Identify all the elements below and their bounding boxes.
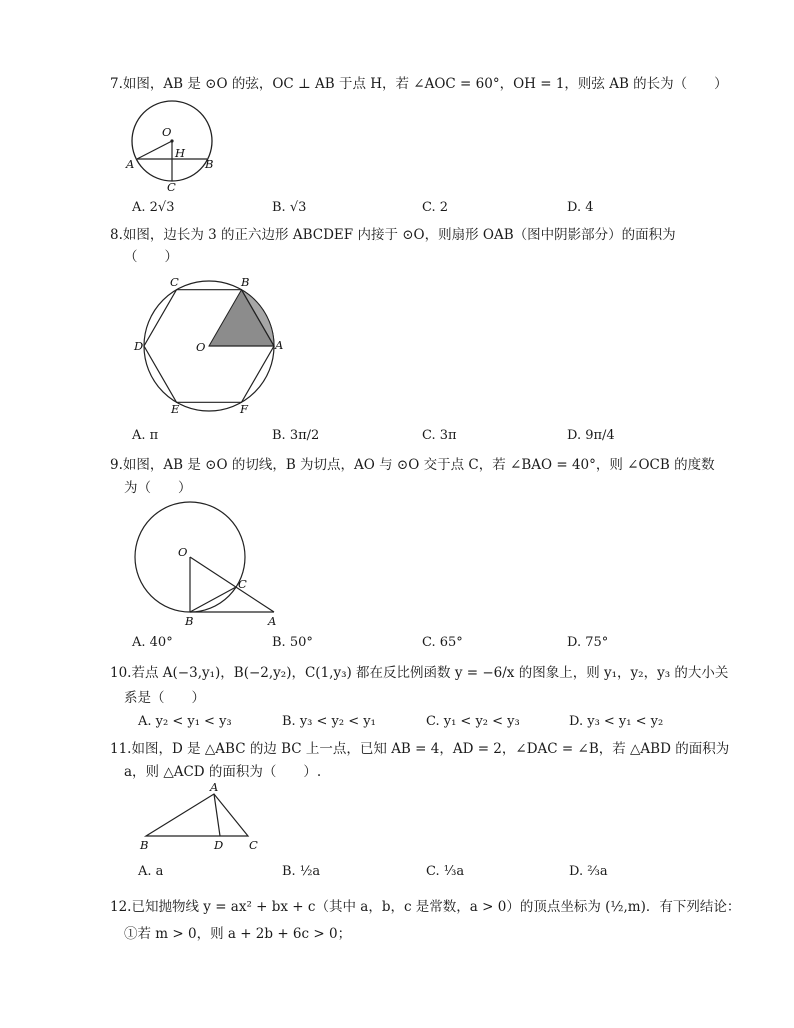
option-c[interactable]: C. 2	[422, 200, 449, 215]
option-d[interactable]: D. 9π/4	[567, 428, 615, 443]
question-number: 12.	[110, 899, 132, 915]
segment-oa	[137, 141, 172, 159]
question-number: 9.	[110, 457, 123, 473]
option-b[interactable]: B. 3π/2	[272, 428, 320, 443]
label-f: F	[240, 402, 248, 416]
label-a: A	[268, 614, 277, 628]
label-d: D	[134, 339, 144, 353]
figure-q7-circle-chord	[122, 96, 222, 194]
question-10-stem	[110, 664, 728, 682]
label-h: H	[175, 146, 186, 160]
question-12-stem-cont: ①若 m > 0，则 a + 2b + 6c > 0；	[124, 926, 352, 942]
option-d[interactable]: D. ⅔a	[569, 864, 608, 879]
label-c: C	[249, 838, 258, 852]
question-text: 如图，AB 是 ⊙O 的切线，B 为切点，AO 与 ⊙O 交于点 C，若 ∠BAO = 40°，则 ∠OCB 的度数	[122, 457, 715, 473]
label-d: D	[214, 838, 224, 852]
option-c[interactable]: C. 65°	[422, 635, 463, 650]
triangle-abc	[146, 794, 248, 836]
option-b[interactable]: B. ½a	[282, 864, 321, 879]
label-e: E	[171, 402, 180, 416]
option-a[interactable]: A. y₂ < y₁ < y₃	[138, 714, 232, 729]
segment-bc	[190, 587, 236, 612]
option-b[interactable]: B. y₃ < y₂ < y₁	[282, 714, 376, 729]
question-12-stem	[110, 898, 740, 916]
label-o: O	[196, 340, 206, 354]
label-b: B	[205, 157, 214, 171]
question-8-stem	[110, 226, 676, 244]
label-b: B	[140, 838, 149, 852]
label-o: O	[162, 125, 172, 139]
label-a: A	[210, 782, 219, 794]
label-b: B	[185, 614, 194, 628]
option-b[interactable]: B. 50°	[272, 635, 313, 650]
option-a[interactable]: A. 2√3	[132, 200, 175, 215]
option-d[interactable]: D. 4	[567, 200, 594, 215]
question-text: 如图，边长为 3 的正六边形 ABCDEF 内接于 ⊙O，则扇形 OAB（图中阴影部分）的面积为	[122, 227, 676, 243]
label-a: A	[126, 157, 135, 171]
question-11-stem-cont: a，则 △ACD 的面积为（ ）.	[124, 764, 322, 780]
question-text: 若点 A(−3,y₁)，B(−2,y₂)，C(1,y₃) 都在反比例函数 y = −6/x 的图象上，则 y₁，y₂，y₃ 的大小关	[131, 665, 729, 681]
option-c[interactable]: C. 3π	[422, 428, 457, 443]
question-8-stem-cont: （ ）	[124, 249, 178, 265]
question-10-stem-cont: 系是（ ）	[124, 690, 205, 706]
question-number: 7.	[110, 76, 123, 92]
question-text: 如图，AB 是 ⊙O 的弦，OC ⊥ AB 于点 H，若 ∠AOC = 60°，OH = 1，则弦 AB 的长为（ ）	[122, 76, 728, 92]
option-a[interactable]: A. π	[132, 428, 159, 443]
figure-q11-triangle	[134, 782, 274, 854]
figure-q9-tangent	[132, 500, 292, 630]
option-d[interactable]: D. 75°	[567, 635, 609, 650]
option-a[interactable]: A. a	[138, 864, 164, 879]
label-b: B	[241, 275, 250, 289]
question-number: 11.	[110, 741, 132, 757]
label-a: A	[275, 338, 284, 352]
label-c: C	[238, 577, 247, 591]
question-text: 如图，D 是 △ABC 的边 BC 上一点，已知 AB = 4，AD = 2，∠DAC = ∠B，若 △ABD 的面积为	[131, 741, 730, 757]
question-11-stem	[110, 740, 729, 758]
label-c: C	[167, 180, 176, 194]
option-c[interactable]: C. y₁ < y₂ < y₃	[426, 714, 520, 729]
question-9-stem-cont: 为（ ）	[124, 480, 192, 496]
segment-oa	[190, 557, 274, 612]
center-point	[170, 139, 173, 142]
question-7-stem	[110, 75, 728, 93]
option-d[interactable]: D. y₃ < y₁ < y₂	[569, 714, 664, 729]
question-number: 10.	[110, 665, 132, 681]
label-o: O	[178, 545, 188, 559]
option-a[interactable]: A. 40°	[132, 635, 173, 650]
question-number: 8.	[110, 227, 123, 243]
label-c: C	[170, 275, 179, 289]
question-9-stem	[110, 456, 715, 474]
option-b[interactable]: B. √3	[272, 200, 307, 215]
question-text: 已知抛物线 y = ax² + bx + c（其中 a，b，c 是常数，a > 0）的顶点坐标为 (½,m)．有下列结论：	[131, 899, 741, 915]
option-c[interactable]: C. ⅓a	[426, 864, 465, 879]
figure-q8-hexagon	[132, 272, 292, 420]
